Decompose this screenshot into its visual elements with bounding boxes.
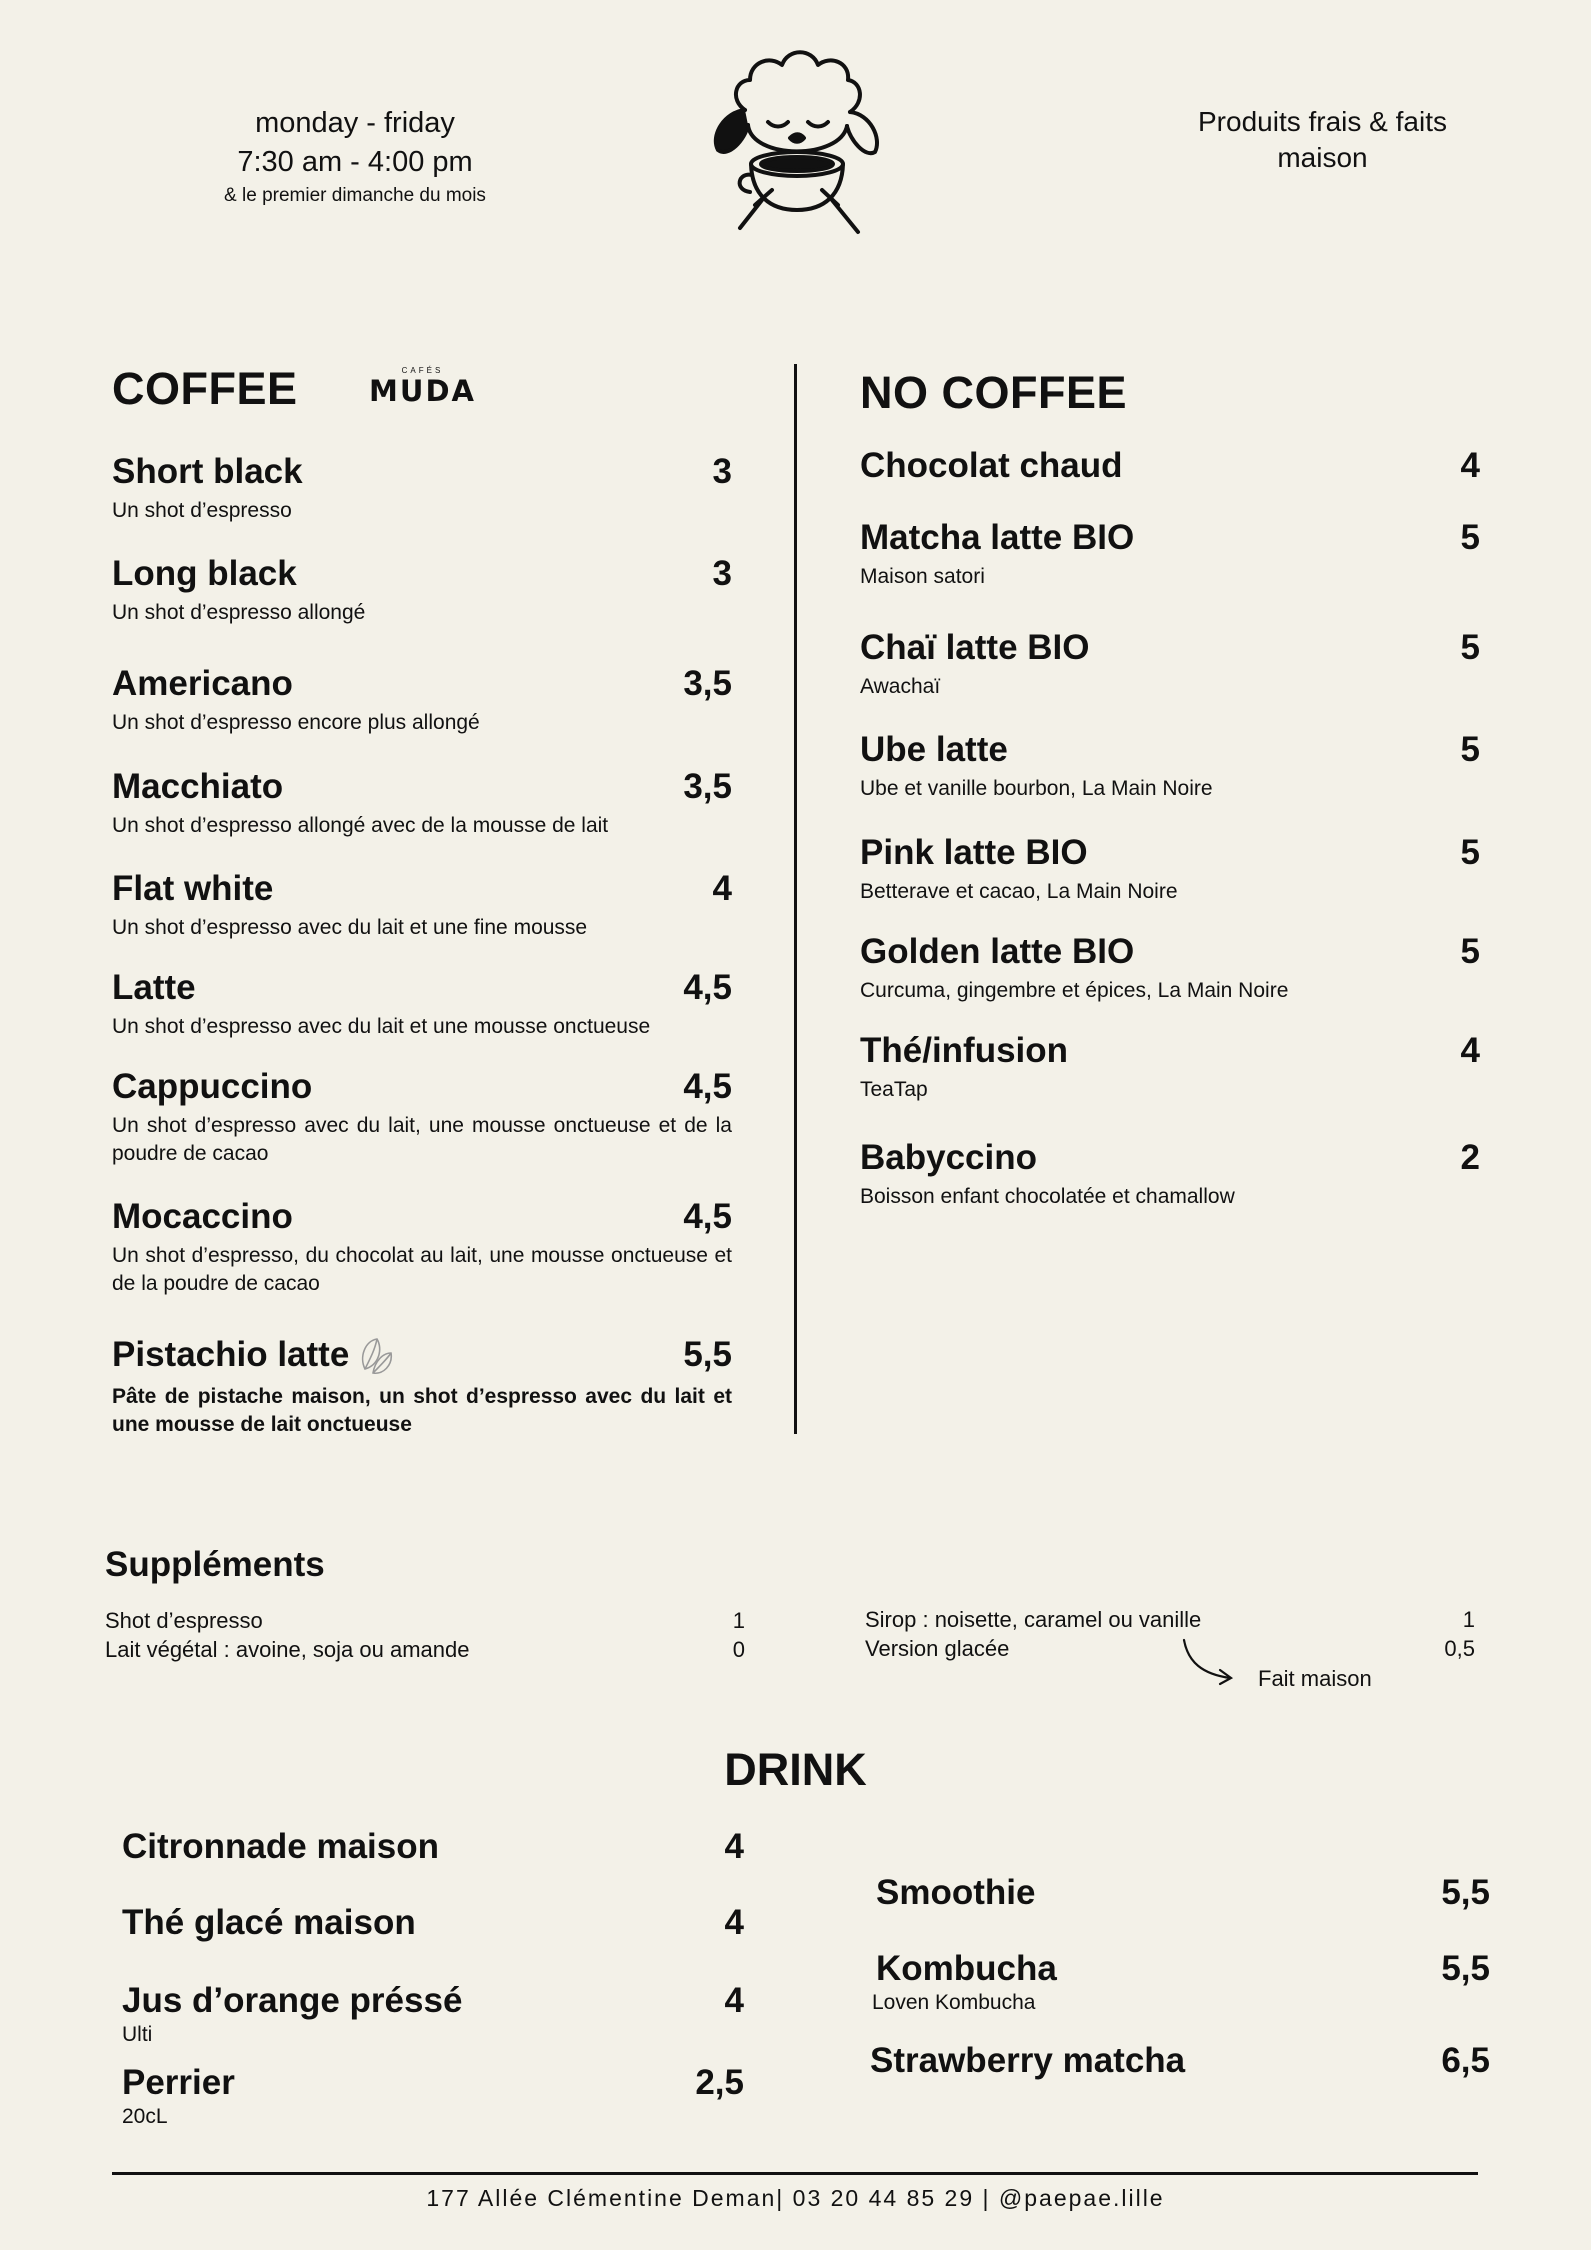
- item-name: Flat white: [112, 869, 274, 908]
- item-description: Pâte de pistache maison, un shot d’espresso avec du lait et une mousse de lait onctueuse: [112, 1384, 732, 1436]
- menu-item: [112, 1334, 732, 1439]
- item-name: Jus d’orange préssé: [122, 1981, 463, 2020]
- fresh-homemade-text: Produits frais & faits maison: [1198, 106, 1447, 173]
- drink-item: [876, 1872, 1490, 1914]
- item-name: Pistachio latte: [112, 1335, 350, 1374]
- menu-item: [860, 1137, 1480, 1211]
- item-name-wrap: [112, 1334, 397, 1379]
- menu-item: [112, 1196, 732, 1298]
- drink-item: [122, 1980, 744, 2048]
- item-price: 2,5: [695, 2063, 744, 2102]
- item-price: 3,5: [683, 664, 732, 703]
- item-name: Ube latte: [860, 730, 1008, 769]
- item-description: Un shot d’espresso allongé: [112, 601, 366, 624]
- menu-item: [112, 766, 732, 840]
- item-description: Betterave et cacao, La Main Noire: [860, 880, 1178, 903]
- menu-item: [112, 451, 732, 525]
- coffee-section-title: COFFEE: [112, 363, 298, 414]
- item-name: Perrier: [122, 2063, 235, 2102]
- menu-item: [112, 553, 732, 627]
- supplement-name: Version glacée: [865, 1636, 1010, 1661]
- menu-item: [860, 832, 1480, 906]
- item-name: Cappuccino: [112, 1067, 313, 1106]
- item-name: Babyccino: [860, 1138, 1037, 1177]
- item-description: Boisson enfant chocolatée et chamallow: [860, 1185, 1235, 1208]
- hours-time: 7:30 am - 4:00 pm: [237, 146, 473, 178]
- supplement-price: 1: [1462, 1607, 1475, 1632]
- item-description: Un shot d’espresso avec du lait, une mousse onctueuse et de la poudre de cacao: [112, 1114, 732, 1165]
- item-name: Citronnade maison: [122, 1827, 439, 1866]
- item-name: Latte: [112, 968, 196, 1007]
- item-description: Un shot d’espresso encore plus allongé: [112, 711, 480, 734]
- item-description: Un shot d’espresso, du chocolat au lait, une mousse onctueuse et de la poudre de cacao: [112, 1244, 732, 1295]
- item-name: Thé/infusion: [860, 1031, 1069, 1070]
- drink-item: [122, 1826, 744, 1868]
- supplement-price: 0: [732, 1637, 745, 1662]
- nocoffee-section-title: NO COFFEE: [860, 367, 1128, 418]
- opening-hours: [150, 104, 560, 210]
- item-price: 5,5: [683, 1335, 732, 1374]
- menu-item: [112, 868, 732, 942]
- item-description: Un shot d’espresso avec du lait et une mousse onctueuse: [112, 1015, 651, 1038]
- item-description: 20cL: [122, 2105, 168, 2128]
- item-price: 4,5: [683, 1067, 732, 1106]
- supplement-name: Shot d’espresso: [105, 1608, 263, 1633]
- item-price: 4: [1460, 446, 1480, 485]
- item-price: 5: [1460, 833, 1480, 872]
- item-price: 3: [712, 554, 732, 593]
- item-price: 5: [1460, 932, 1480, 971]
- item-price: 4,5: [683, 968, 732, 1007]
- hours-extra: & le premier dimanche du mois: [224, 185, 486, 206]
- supplement-price: 0,5: [1444, 1636, 1475, 1661]
- footer-rule: [112, 2172, 1478, 2175]
- menu-item: [860, 517, 1480, 591]
- curved-arrow-icon: [1178, 1636, 1238, 1686]
- item-description: Awachaï: [860, 675, 941, 698]
- item-price: 2: [1460, 1138, 1480, 1177]
- item-price: 4: [724, 1903, 744, 1942]
- menu-item: [112, 1066, 732, 1168]
- supplement-row: [105, 1635, 745, 1665]
- item-description: Un shot d’espresso avec du lait et une fine mousse: [112, 916, 588, 939]
- pistachio-icon: [357, 1335, 397, 1379]
- menu-item: [112, 663, 732, 737]
- drink-item: [872, 1948, 1490, 2016]
- item-description: Un shot d’espresso allongé avec de la mousse de lait: [112, 814, 609, 837]
- supplement-name: Sirop : noisette, caramel ou vanille: [865, 1607, 1202, 1632]
- menu-item: [860, 931, 1480, 1005]
- item-name: Short black: [112, 452, 303, 491]
- drink-item: [122, 2062, 744, 2130]
- item-description: Maison satori: [860, 565, 985, 588]
- sheep-coffee-logo-icon: [700, 40, 890, 240]
- supplement-row: [105, 1606, 745, 1636]
- supplement-name: Lait végétal : avoine, soja ou amande: [105, 1637, 470, 1662]
- item-price: 3: [712, 452, 732, 491]
- supplement-row: [865, 1605, 1475, 1635]
- item-name: Matcha latte BIO: [860, 518, 1135, 557]
- supplements-title: Suppléments: [105, 1545, 325, 1584]
- item-description: Loven Kombucha: [872, 1991, 1036, 2014]
- item-name: Macchiato: [112, 767, 284, 806]
- item-name: Americano: [112, 664, 293, 703]
- drink-item: [870, 2040, 1490, 2082]
- item-name: Long black: [112, 554, 297, 593]
- menu-item: [860, 1030, 1480, 1104]
- item-price: 4: [724, 1827, 744, 1866]
- item-price: 4: [724, 1981, 744, 2020]
- item-name: Chocolat chaud: [860, 446, 1123, 485]
- menu-item: [860, 729, 1480, 803]
- item-price: 5: [1460, 730, 1480, 769]
- item-price: 5: [1460, 518, 1480, 557]
- item-price: 4: [712, 869, 732, 908]
- item-price: 6,5: [1441, 2041, 1490, 2080]
- item-price: 4: [1460, 1031, 1480, 1070]
- item-name: Kombucha: [876, 1949, 1057, 1988]
- drink-item: [122, 1902, 744, 1944]
- item-price: 5: [1460, 628, 1480, 667]
- menu-item: [860, 445, 1480, 487]
- item-description: Un shot d’espresso: [112, 499, 292, 522]
- menu-item: [860, 627, 1480, 701]
- item-description: Ube et vanille bourbon, La Main Noire: [860, 777, 1213, 800]
- item-name: Golden latte BIO: [860, 932, 1135, 971]
- item-price: 3,5: [683, 767, 732, 806]
- roaster-logo-big: MUDA: [369, 374, 476, 408]
- roaster-logo-small: CAFÉS: [401, 366, 444, 375]
- column-divider: [794, 364, 797, 1434]
- menu-item: [112, 967, 732, 1041]
- hours-days: monday - friday: [255, 107, 455, 139]
- roaster-logo: [365, 366, 480, 406]
- supplement-price: 1: [732, 1608, 745, 1633]
- item-name: Chaï latte BIO: [860, 628, 1090, 667]
- footer-contact: 177 Allée Clémentine Deman| 03 20 44 85 29 | @paepae.lille: [426, 2185, 1165, 2211]
- item-price: 5,5: [1441, 1949, 1490, 1988]
- item-name: Pink latte BIO: [860, 833, 1088, 872]
- item-description: Curcuma, gingembre et épices, La Main Noire: [860, 979, 1289, 1002]
- item-name: Mocaccino: [112, 1197, 293, 1236]
- item-name: Thé glacé maison: [122, 1903, 416, 1942]
- item-description: Ulti: [122, 2023, 153, 2046]
- item-price: 4,5: [683, 1197, 732, 1236]
- homemade-note: Fait maison: [1258, 1666, 1372, 1691]
- item-price: 5,5: [1441, 1873, 1490, 1912]
- item-name: Smoothie: [876, 1873, 1036, 1912]
- item-name: Strawberry matcha: [870, 2041, 1186, 2080]
- item-description: TeaTap: [860, 1078, 928, 1101]
- drink-section-title: DRINK: [724, 1744, 867, 1795]
- supplement-row: [865, 1634, 1475, 1664]
